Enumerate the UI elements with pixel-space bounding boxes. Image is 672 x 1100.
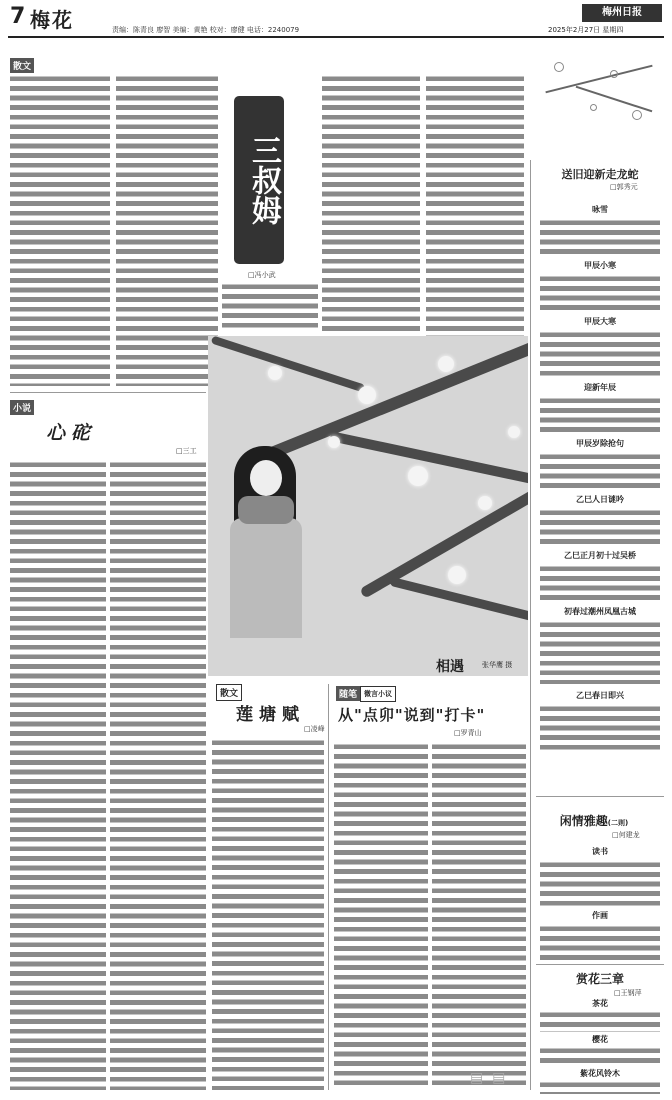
poem-title: 作画: [592, 911, 608, 920]
story1-author: □冯小武: [248, 271, 276, 279]
poem-title: 甲辰岁除抢句: [576, 439, 624, 448]
poetry3-title: 赏花三章: [575, 972, 624, 986]
poem-title: 茶花: [592, 999, 608, 1008]
story4-col1: [334, 742, 428, 1090]
poem-body: [540, 274, 660, 310]
section-name: 梅花: [30, 8, 74, 32]
credits: 责编：陈青良 廖智 美编：黄艳 校对：廖健 电话：2240079: [112, 26, 300, 34]
masthead: [0, 0, 672, 36]
poem-body: [540, 704, 660, 750]
story4-tag: 随笔: [336, 686, 360, 701]
page-number: 7: [10, 4, 26, 29]
poem-body: [540, 564, 660, 600]
poem-title: 读书: [592, 847, 608, 856]
poem-title: 紫花风铃木: [580, 1069, 620, 1078]
poem-body: [540, 620, 660, 684]
newspaper-logo: 梅州日报: [582, 4, 662, 22]
poem-title: 迎新年辰: [584, 383, 616, 392]
story2-author: □三工: [176, 447, 197, 455]
poem-body: [540, 508, 660, 544]
story1-col5: [426, 74, 524, 354]
story1-col1: [10, 74, 110, 386]
poem-body: [540, 860, 660, 906]
poem-title: 咏雪: [592, 205, 608, 214]
watermark: ▤ ▤: [470, 1070, 508, 1086]
story1-col4: [322, 74, 420, 334]
poem-title: 樱花: [592, 1035, 608, 1044]
story3-author: □凌峰: [304, 725, 325, 733]
story2-title: 心砣: [46, 422, 97, 444]
section-divider: [10, 392, 206, 393]
section-divider: [536, 964, 664, 965]
poetry1-author: □郭秀元: [610, 183, 638, 191]
story3-tag: 散文: [216, 684, 242, 701]
poem-body: [540, 396, 660, 432]
poem-title: 乙巳春日即兴: [576, 691, 624, 700]
poem-title: 乙巳人日谜吟: [576, 495, 624, 504]
photo-title: 相遇: [436, 659, 464, 675]
section-divider: [536, 796, 664, 797]
poetry1-body: [536, 196, 664, 792]
story4-title: 从"点卯"说到"打卡": [338, 706, 486, 724]
story4-tag-sub: 微言小议: [360, 686, 396, 702]
story3-title: 莲塘赋: [236, 705, 305, 725]
poem-body: [540, 1010, 660, 1032]
poem-body: [540, 330, 660, 376]
poem-body: [540, 1046, 660, 1066]
story4-author: □罗青山: [454, 729, 482, 737]
story4-col2: [432, 742, 526, 1090]
story2-col2: [110, 460, 206, 1090]
column-divider: [530, 160, 531, 1090]
photo-meeting: [208, 336, 528, 676]
poem-body: [540, 924, 660, 960]
poem-title: 初春过潮州凤凰古城: [564, 607, 636, 616]
poetry2-title: 闲情雅趣(二则): [559, 814, 629, 828]
poem-title: 甲辰大寒: [584, 317, 616, 326]
masthead-rule: [8, 36, 664, 38]
column-divider: [328, 684, 329, 1090]
story1-tag: 散文: [10, 58, 34, 73]
plum-blossom-illustration: [534, 48, 664, 160]
poem-title: 乙巳正月初十过吴桥: [564, 551, 636, 560]
poem-title: 甲辰小寒: [584, 261, 616, 270]
publish-date: 2025年2月27日 星期四: [548, 26, 624, 34]
poem-body: [540, 1080, 660, 1094]
story1-col2: [116, 74, 218, 386]
story1-title: 三叔姆: [234, 96, 284, 264]
poetry2-author: □何建龙: [612, 831, 640, 839]
photo-credit: 张华鹰 摄: [482, 661, 513, 669]
poetry3-author: □王钢萍: [614, 989, 642, 997]
story2-col1: [10, 460, 106, 1090]
story1-col3: [222, 282, 318, 332]
poetry1-title: 送旧迎新走龙蛇: [561, 168, 639, 181]
poem-body: [540, 452, 660, 488]
story3-body: [212, 738, 324, 1090]
poem-body: [540, 218, 660, 254]
story2-tag: 小说: [10, 400, 34, 415]
